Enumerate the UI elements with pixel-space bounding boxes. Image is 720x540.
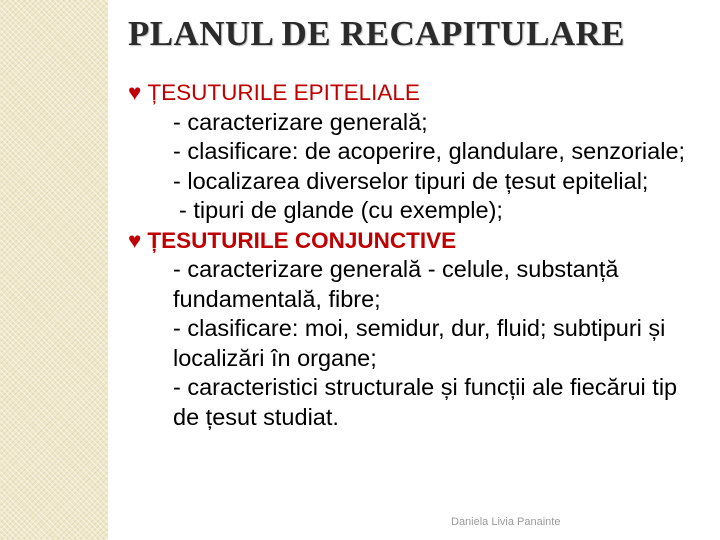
list-item: - clasificare: moi, semidur, dur, fluid; subtipuri și localizări în organe; bbox=[173, 315, 666, 371]
list-item: - localizarea diverselor tipuri de țesut epitelial; bbox=[173, 167, 649, 194]
heart-bullet-icon: ♥ bbox=[128, 80, 142, 105]
list-item: - caracterizare generală - celule, substanță fundamentală, fibre; bbox=[173, 256, 619, 312]
decorative-sidebar bbox=[0, 0, 108, 540]
section-heading-epithelial bbox=[128, 78, 698, 108]
list-item: - clasificare: de acoperire, glandulare, senzoriale; bbox=[173, 138, 686, 164]
list-item: - tipuri de glande (cu exemple); bbox=[179, 197, 503, 223]
slide-title: PLANUL DE RECAPITULARE bbox=[128, 14, 625, 53]
section-heading-connective bbox=[128, 226, 698, 256]
section-heading-text: ȚESUTURILE CONJUNCTIVE bbox=[147, 227, 457, 253]
list-item: - caracterizare generală; bbox=[173, 108, 428, 135]
footer-credit: Daniela Livia Panainte bbox=[451, 516, 561, 528]
list-item: - caracteristici structurale și funcții ale fiecărui tip de țesut studiat. bbox=[173, 374, 678, 430]
slide-content bbox=[128, 78, 698, 432]
heart-bullet-icon: ♥ bbox=[128, 227, 142, 253]
section-heading-text: ȚESUTURILE EPITELIALE bbox=[147, 80, 420, 105]
